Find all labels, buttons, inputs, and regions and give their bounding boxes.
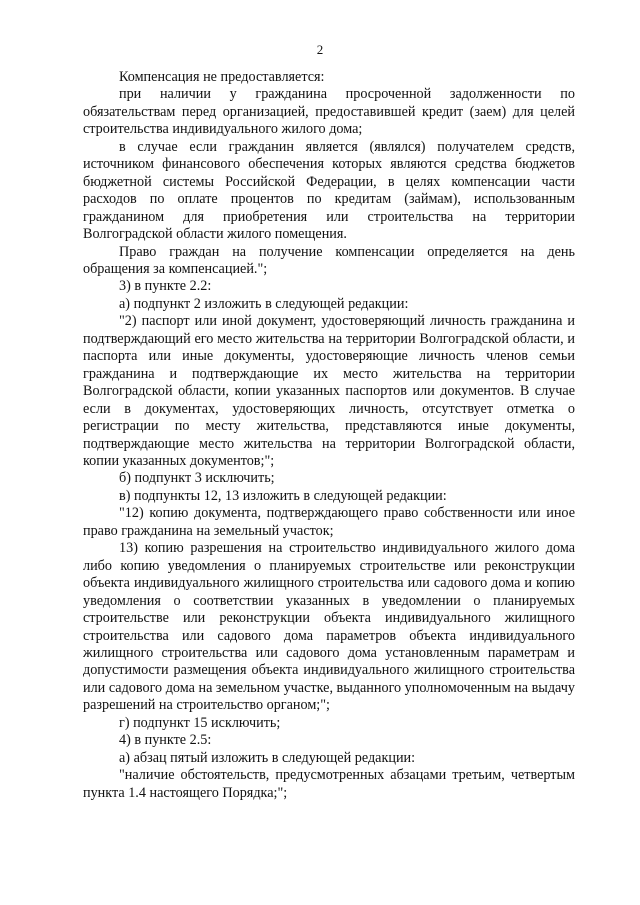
paragraph-compensation-not-provided: Компенсация не предоставляется: bbox=[119, 69, 325, 85]
paragraph-subitem-b: б) подпункт 3 исключить; bbox=[119, 470, 275, 487]
page-number: 2 bbox=[316, 42, 324, 57]
document-body bbox=[83, 69, 575, 802]
paragraph-budget-funds: в случае если гражданин является (являлся) получателем средств, источником финансового обеспечения которых являются средства бюджетов бюджетной системы Российской Федерации, в целях компенсации части расходов по оплате процентов по кредитам (займам), использованным гражданином для приобретения или строительства на территории Волгоградской области жилого помещения. bbox=[83, 138, 575, 243]
paragraph-circumstances: "наличие обстоятельств, предусмотренных абзацами третьим, четвертым пункта 1.4 настоящего Порядка;"; bbox=[83, 767, 575, 801]
paragraph-subitem-a: а) подпункт 2 изложить в следующей редакции: bbox=[119, 295, 409, 312]
paragraph-passport: "2) паспорт или иной документ, удостоверяющий личность гражданина и подтверждающий его место жительства на территории Волгоградской области, и паспорта или иные документы, удостоверяющие личность членов семьи гражданина и подтверждающие их место жительства на территории Волгоградской области, копии указанных паспортов или документов. В случае если в документах, удостоверяющих личность, отсутствует отметка о регистрации по месту жительства, представляются иные документы, подтверждающие место жительства на территории Волгоградской области, копии указанных документов;"; bbox=[83, 313, 575, 469]
paragraph-item-4: 4) в пункте 2.5: bbox=[119, 732, 212, 749]
paragraph-subitem-a-2: а) абзац пятый изложить в следующей редакции: bbox=[119, 749, 416, 766]
paragraph-overdue-debt: при наличии у гражданина просроченной задолженности по обязательствам перед организацией, предоставившей кредит (заем) для целей строительства индивидуального жилого дома; bbox=[83, 86, 575, 138]
paragraph-construction-permit: 13) копию разрешения на строительство индивидуального жилого дома либо копию уведомления о планируемых строительстве или реконструкции объекта индивидуального жилищного строительства или садового дома и копию уведомления о соответствии указанных в уведомлении о планируемых строительстве или реконструкции объекта индивидуального жилищного строительства или садового дома параметров объекта индивидуального жилищного строительства или садового дома установленным параметрам и допустимости размещения объекта индивидуального жилищного строительства или садового дома на земельном участке, выданного уполномоченным на выдачу разрешений на строительство органом;"; bbox=[83, 540, 575, 714]
paragraph-item-3: 3) в пункте 2.2: bbox=[119, 278, 212, 295]
paragraph-ownership-copy: "12) копию документа, подтверждающего право собственности или иное право гражданина на земельный участок; bbox=[83, 505, 575, 539]
paragraph-subitem-v: в) подпункты 12, 13 изложить в следующей редакции: bbox=[119, 487, 447, 504]
paragraph-right-determined: Право граждан на получение компенсации определяется на день обращения за компенсацией."; bbox=[83, 243, 575, 277]
paragraph-subitem-g: г) подпункт 15 исключить; bbox=[119, 714, 281, 731]
